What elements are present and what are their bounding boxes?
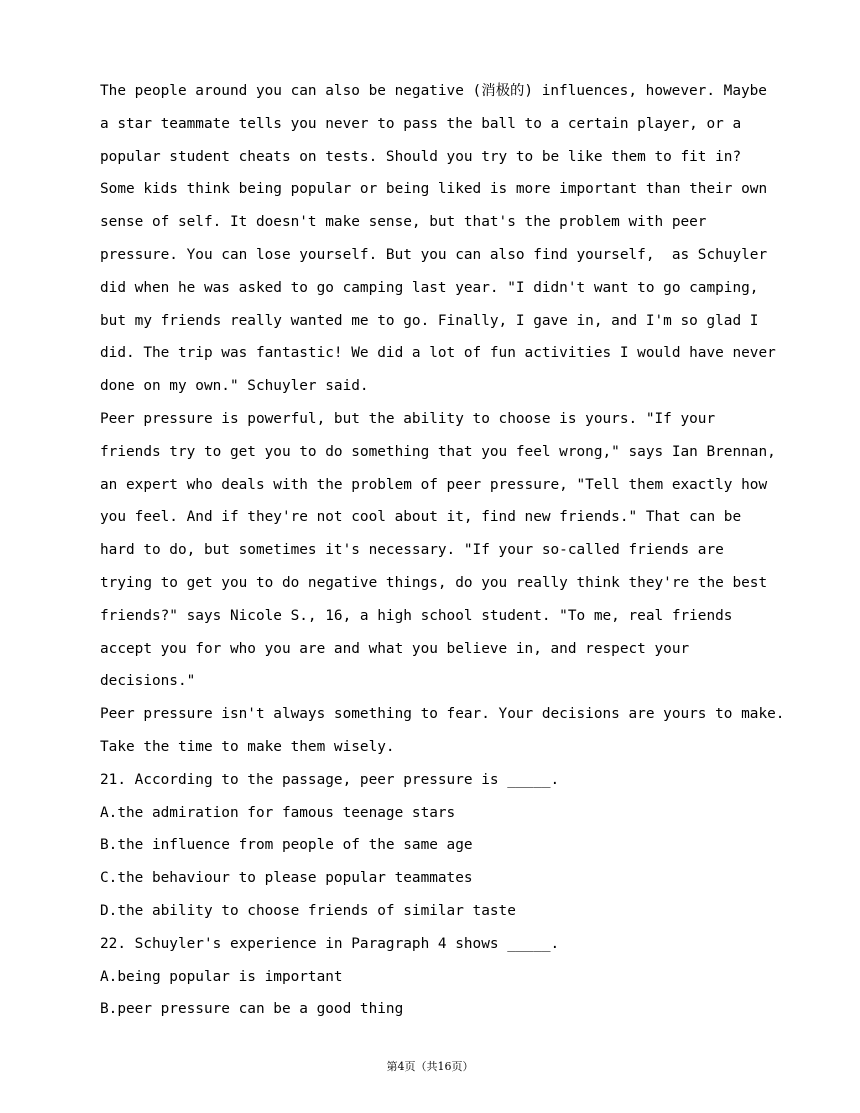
passage-line: but my friends really wanted me to go. Finally, I gave in, and I'm so glad I: [100, 312, 759, 329]
answer-option-d: D.the ability to choose friends of similar taste: [100, 902, 516, 919]
passage-line: trying to get you to do negative things, do you really think they're the best: [100, 574, 768, 591]
passage-line: friends try to get you to do something that you feel wrong," says Ian Brennan,: [100, 443, 776, 460]
passage-line: did when he was asked to go camping last year. "I didn't want to go camping,: [100, 279, 759, 296]
page-number-footer: 第4页（共16页）: [386, 1060, 474, 1073]
passage-line: a star teammate tells you never to pass the ball to a certain player, or a: [100, 115, 742, 132]
answer-option-c: C.the behaviour to please popular teammates: [100, 870, 473, 887]
question-22: [100, 928, 780, 1026]
passage-line: accept you for who you are and what you believe in, and respect your: [100, 640, 690, 657]
passage-line: Peer pressure isn't always something to fear. Your decisions are yours to make.: [100, 706, 785, 723]
passage-line: The people around you can also be negative (消极的) influences, however. Maybe: [100, 83, 767, 99]
passage-line: pressure. You can lose yourself. But you can also find yourself, as Schuyler: [100, 246, 768, 263]
answer-option-a: A.the admiration for famous teenage stars: [100, 804, 456, 821]
passage-line: friends?" says Nicole S., 16, a high school student. "To me, real friends: [100, 607, 733, 624]
passage-line: Some kids think being popular or being liked is more important than their own: [100, 181, 768, 198]
passage-line: an expert who deals with the problem of peer pressure, "Tell them exactly how: [100, 476, 768, 493]
passage: [100, 75, 785, 764]
question-21: [100, 764, 780, 928]
passage-line: you feel. And if they're not cool about it, find new friends." That can be: [100, 509, 742, 526]
passage-line: done on my own." Schuyler said.: [100, 378, 369, 395]
passage-line: sense of self. It doesn't make sense, but that's the problem with peer: [100, 214, 707, 231]
passage-line: did. The trip was fantastic! We did a lot of fun activities I would have never: [100, 345, 776, 362]
answer-option-b: B.the influence from people of the same age: [100, 837, 473, 854]
passage-line: Take the time to make them wisely.: [100, 738, 395, 755]
passage-line: popular student cheats on tests. Should you try to be like them to fit in?: [100, 148, 742, 165]
question-stem: 21. According to the passage, peer pressure is _____.: [100, 771, 560, 788]
question-stem: 22. Schuyler's experience in Paragraph 4 shows _____.: [100, 935, 560, 952]
passage-line: Peer pressure is powerful, but the ability to choose is yours. "If your: [100, 410, 716, 427]
answer-option-a: A.being popular is important: [100, 968, 343, 985]
passage-line: hard to do, but sometimes it's necessary. "If your so-called friends are: [100, 542, 724, 559]
passage-line: decisions.": [100, 673, 196, 690]
answer-option-b: B.peer pressure can be a good thing: [100, 1001, 404, 1018]
page-body: [100, 75, 785, 1026]
